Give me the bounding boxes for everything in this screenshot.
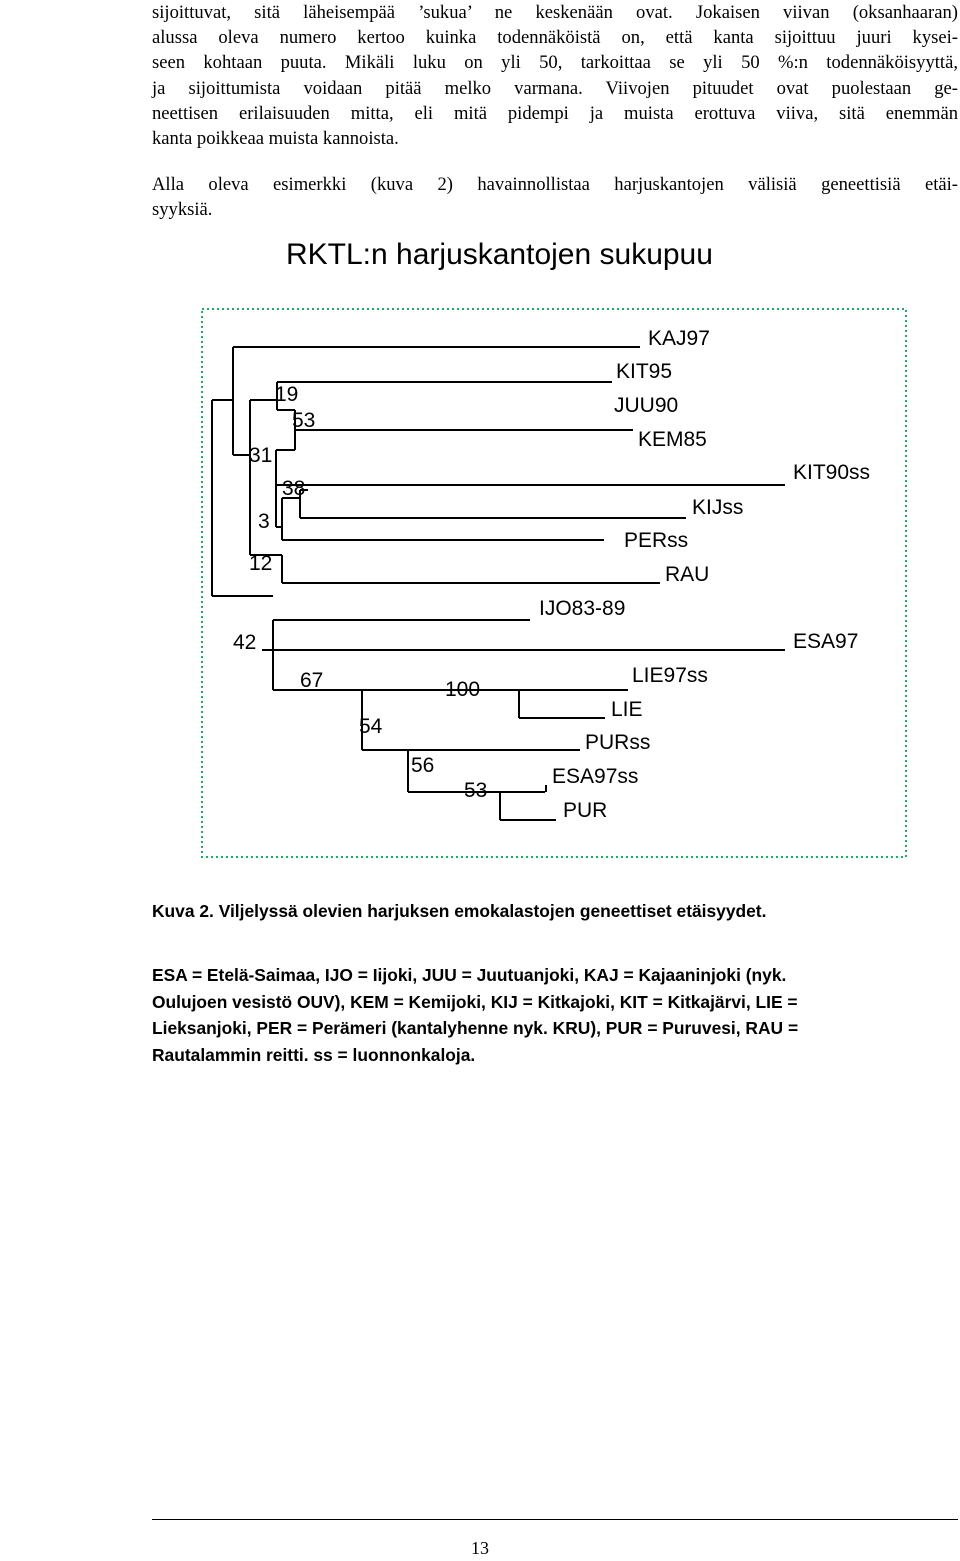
- abbreviation-line: Rautalammin reitti. ss = luonnonkaloja.: [152, 1044, 476, 1065]
- text-line: ja sijoittumista voidaan pitää melko varmana. Viivojen pituudet ovat puolestaan ge-: [152, 77, 958, 99]
- taxon-label: PURss: [585, 731, 651, 754]
- taxon-labels: [539, 327, 870, 822]
- text-line: sijoittuvat, sitä läheisempää ’sukua’ ne keskenään ovat. Jokaisen viivan (oksanhaaran): [152, 2, 958, 23]
- taxon-label: KIJss: [692, 496, 744, 519]
- text-line: syyksiä.: [152, 199, 213, 221]
- bootstrap-value: 54: [359, 715, 383, 738]
- bootstrap-value: 42: [233, 631, 257, 654]
- abbreviation-line: Lieksanjoki, PER = Perämeri (kantalyhenne nyk. KRU), PUR = Puruvesi, RAU =: [152, 1018, 799, 1038]
- bootstrap-value: 3: [258, 510, 270, 533]
- bootstrap-value: 31: [249, 444, 273, 467]
- bootstrap-value: 100: [445, 678, 481, 701]
- text-line: alussa oleva numero kertoo kuinka todennäköistä on, että kanta sijoittuu juuri kysei-: [152, 27, 958, 49]
- text-line: neettisen erilaisuuden mitta, eli mitä pidempi ja muista erottuva viiva, sitä enemmän: [152, 102, 958, 124]
- abbreviation-line: ESA = Etelä-Saimaa, IJO = Iijoki, JUU = Juutuanjoki, KAJ = Kajaaninjoki (nyk.: [152, 965, 787, 985]
- text-line: Alla oleva esimerkki (kuva 2) havainnollistaa harjuskantojen välisiä geneettisiä etäi-: [152, 174, 958, 195]
- taxon-label: PERss: [624, 529, 689, 552]
- figure-caption: Kuva 2. Viljelyssä olevien harjuksen emokalastojen geneettiset etäisyydet.: [152, 901, 767, 921]
- abbreviation-list: [152, 962, 958, 1068]
- footer-rule: [152, 1519, 958, 1520]
- bootstrap-value: 56: [411, 754, 435, 777]
- text-line: kanta poikkeaa muista kannoista.: [152, 128, 399, 150]
- text-line: seen kohtaan puuta. Mikäli luku on yli 50, tarkoittaa se yli 50 %:n todennäköisyyttä,: [152, 52, 958, 74]
- taxon-label: KEM85: [638, 428, 707, 451]
- taxon-label: ESA97: [793, 630, 859, 653]
- bootstrap-value: 53: [464, 779, 488, 802]
- taxon-label: IJO83-89: [539, 597, 626, 620]
- bootstrap-labels: [233, 383, 487, 802]
- bootstrap-value: 53: [292, 409, 316, 432]
- figure-title: RKTL:n harjuskantojen sukupuu: [286, 238, 713, 271]
- page-number: 13: [471, 1538, 489, 1558]
- abbreviation-line: Oulujoen vesistö OUV), KEM = Kemijoki, KIJ = Kitkajoki, KIT = Kitkajärvi, LIE =: [152, 991, 798, 1012]
- taxon-label: ESA97ss: [552, 765, 639, 788]
- taxon-label: PUR: [563, 799, 608, 822]
- bootstrap-value: 67: [300, 669, 324, 692]
- taxon-label: LIE97ss: [632, 664, 708, 687]
- bootstrap-value: 38: [282, 477, 306, 500]
- bootstrap-value: 19: [275, 383, 299, 406]
- taxon-label: KAJ97: [648, 327, 710, 350]
- taxon-label: KIT95: [616, 360, 673, 383]
- taxon-label: RAU: [665, 563, 710, 586]
- taxon-label: KIT90ss: [793, 461, 871, 484]
- taxon-label: JUU90: [614, 394, 679, 417]
- taxon-label: LIE: [611, 698, 643, 721]
- bootstrap-value: 12: [249, 552, 273, 575]
